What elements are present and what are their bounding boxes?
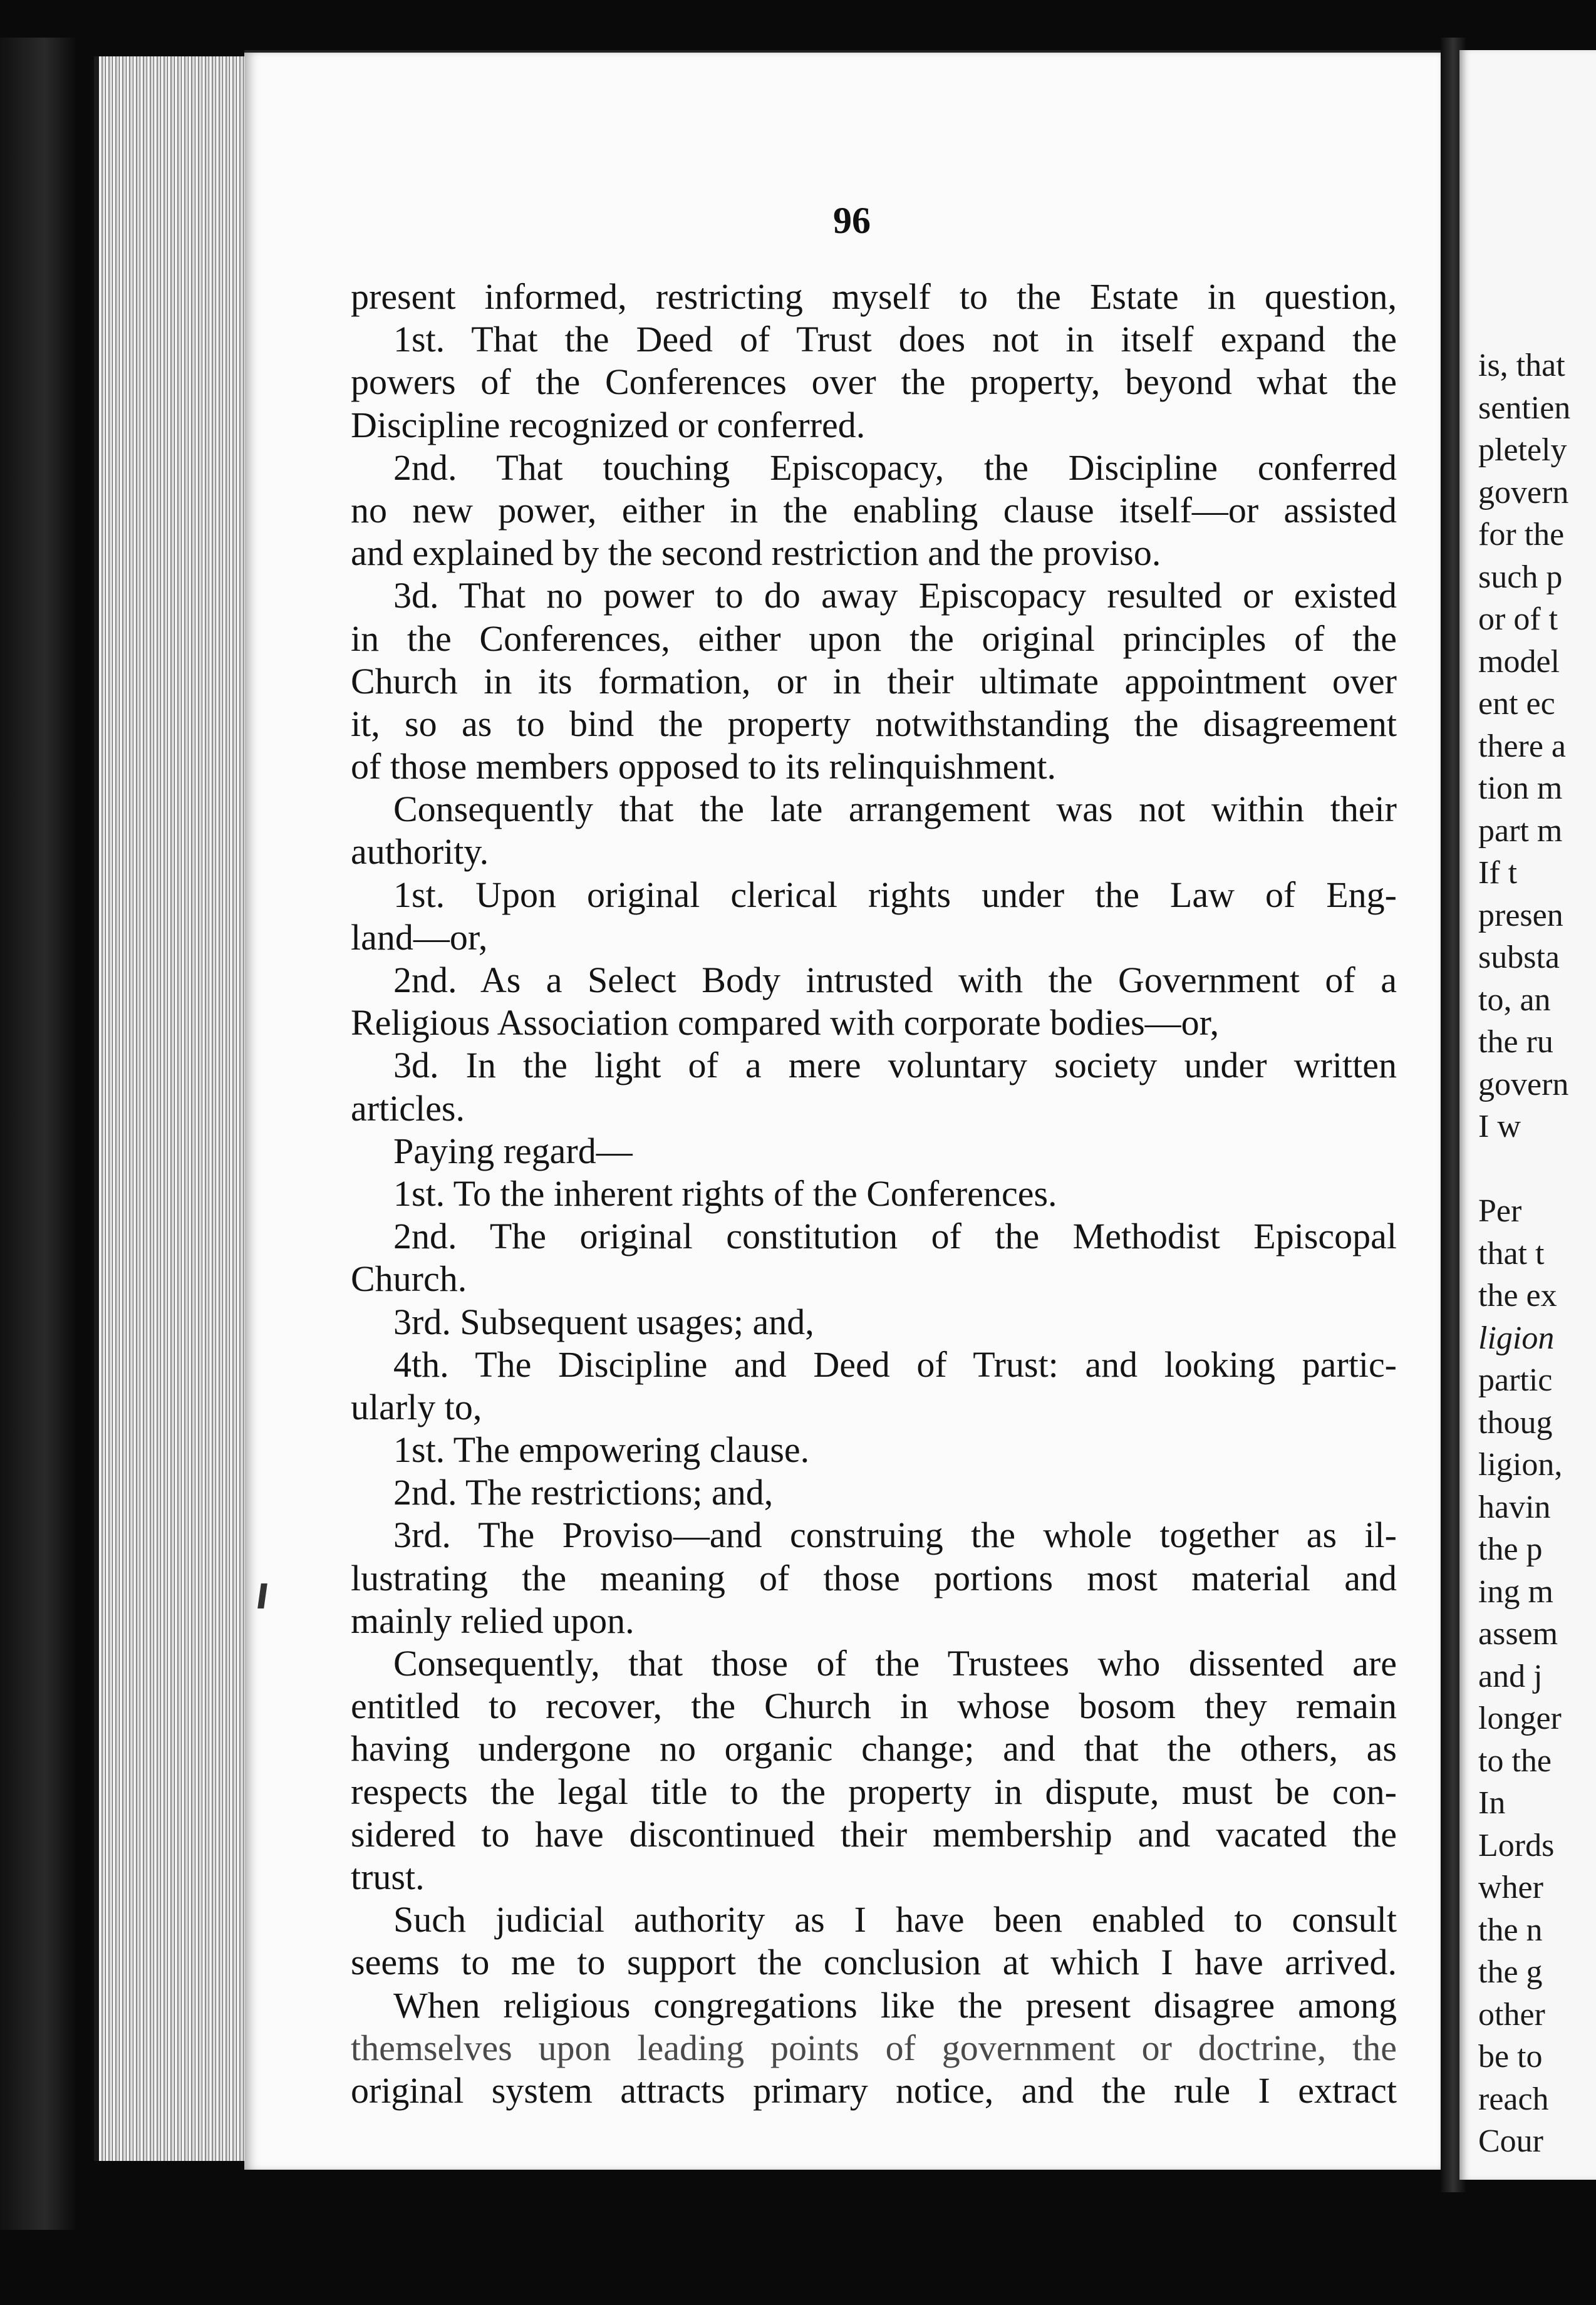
text-line: If t <box>1478 855 1518 891</box>
text-line: articles. <box>351 1087 465 1129</box>
text-line: 1st. Upon original clerical rights under the Law of Eng- <box>393 874 1397 915</box>
text-line: and explained by the second restriction and the proviso. <box>351 532 1161 574</box>
text-line: sidered to have discontinued their membership and vacated the <box>351 1813 1397 1855</box>
text-line: 3d. In the light of a mere voluntary society under written <box>393 1045 1397 1086</box>
text-line: authority. <box>351 831 489 873</box>
text-line: Lords <box>1478 1827 1555 1863</box>
text-line: powers of the Conferences over the property, beyond what the <box>351 361 1397 403</box>
text-line: other <box>1478 1996 1545 2033</box>
text-line: respects the legal title to the property in dispute, must be con- <box>351 1771 1397 1812</box>
text-line <box>1478 1148 1596 1191</box>
text-line: pletely <box>1478 432 1567 468</box>
text-line: 3rd. The Proviso—and construing the whole together as il- <box>393 1515 1397 1556</box>
text-line: part m <box>1478 812 1563 849</box>
text-line: govern <box>1478 1066 1569 1102</box>
text-line: to the <box>1478 1743 1552 1779</box>
text-line: longer <box>1478 1701 1562 1736</box>
text-line: 4th. The Discipline and Deed of Trust: and looking partic- <box>393 1344 1397 1385</box>
text-line: be to <box>1478 2039 1543 2074</box>
text-line: it, so as to bind the property notwithstanding the disagreement <box>351 703 1397 744</box>
text-line: Per <box>1478 1193 1522 1229</box>
text-line: reach <box>1478 2081 1549 2117</box>
text-line: original system attracts primary notice, and the rule I extract <box>351 2069 1397 2111</box>
text-line: Consequently, that those of the Trustees who dissented are <box>393 1643 1397 1684</box>
text-line: seems to me to support the conclusion at which I have arrived. <box>351 1942 1397 1983</box>
text-line: of those members opposed to its relinquishment. <box>351 746 1057 787</box>
text-line: 1st. That the Deed of Trust does not in itself expand the <box>393 319 1397 360</box>
text-line: 1st. To the inherent rights of the Conferences. <box>393 1173 1057 1214</box>
text-line: mainly relied upon. <box>351 1600 635 1641</box>
text-line: havin <box>1478 1489 1551 1525</box>
text-line: 3d. That no power to do away Episcopacy resulted or existed <box>393 575 1397 616</box>
text-line: the n <box>1478 1912 1543 1948</box>
text-line: In <box>1478 1785 1506 1821</box>
text-line: Consequently that the late arrangement was not within their <box>393 789 1397 830</box>
text-line: I w <box>1478 1109 1521 1144</box>
text-line: entitled to recover, the Church in whose bosom they remain <box>351 1686 1397 1727</box>
text-line: there a <box>1478 728 1567 764</box>
text-line: model <box>1478 643 1560 680</box>
text-line: Religious Association compared with corporate bodies—or, <box>351 1002 1220 1044</box>
text-line: Church. <box>351 1258 467 1300</box>
text-line: such p <box>1478 559 1563 595</box>
page-number: 96 <box>833 200 871 241</box>
left-page-body-text <box>351 276 1397 2112</box>
text-line: 2nd. That touching Episcopacy, the Discipline conferred <box>393 447 1397 488</box>
text-line: Discipline recognized or conferred. <box>351 404 866 445</box>
text-line: the g <box>1478 1954 1543 1990</box>
text-line: is, that <box>1478 348 1565 383</box>
text-line: 3rd. Subsequent usages; and, <box>393 1301 814 1342</box>
text-line: ligion, <box>1478 1447 1563 1483</box>
text-line: tion m <box>1478 770 1563 806</box>
text-line: Paying regard— <box>393 1130 633 1171</box>
text-line: having undergone no organic change; and that the others, as <box>351 1728 1397 1769</box>
text-line: lustrating the meaning of those portions most material and <box>351 1557 1397 1598</box>
text-line: 2nd. As a Select Body intrusted with the Government of a <box>393 960 1397 1000</box>
text-line: Church in its formation, or in their ultimate appointment over <box>351 660 1397 702</box>
right-page-body-text <box>1478 344 1596 2163</box>
text-line: thoug <box>1478 1404 1553 1441</box>
text-line: sentien <box>1478 390 1571 426</box>
text-line: land—or, <box>351 916 488 958</box>
text-line: 2nd. The restrictions; and, <box>393 1472 774 1513</box>
text-line: When religious congregations like the present disagree among <box>393 1984 1397 2026</box>
text-line: Cour <box>1478 2123 1543 2159</box>
text-line: govern <box>1478 474 1569 510</box>
text-line: in the Conferences, either upon the original principles of the <box>351 618 1397 659</box>
text-line: to, an <box>1478 982 1551 1018</box>
text-line: ing m <box>1478 1573 1553 1610</box>
text-line: no new power, either in the enabling clause itself—or assisted <box>351 489 1397 531</box>
text-line: and j <box>1478 1658 1543 1694</box>
text-line: or of t <box>1478 601 1558 637</box>
text-line: Such judicial authority as I have been enabled to consult <box>393 1899 1397 1940</box>
text-line: assem <box>1478 1616 1558 1652</box>
text-line: 2nd. The original constitution of the Methodist Episcopal <box>393 1216 1397 1257</box>
text-line: wher <box>1478 1870 1543 1905</box>
text-line: present informed, restricting myself to the Estate in question, <box>351 276 1397 317</box>
text-line: that t <box>1478 1235 1545 1272</box>
text-line: presen <box>1478 897 1563 933</box>
book-fore-edge <box>94 56 256 2161</box>
text-line: partic <box>1478 1362 1553 1398</box>
scanner-edge <box>0 38 75 2230</box>
text-line: themselves upon leading points of government or doctrine, the <box>351 2027 1397 2068</box>
text-line: ularly to, <box>351 1386 482 1427</box>
text-line: for the <box>1478 517 1565 552</box>
text-line: the ex <box>1478 1278 1557 1313</box>
text-line: substa <box>1478 940 1560 975</box>
text-line: 1st. The empowering clause. <box>393 1429 810 1471</box>
text-line: ligion <box>1478 1320 1555 1356</box>
text-line: ent ec <box>1478 686 1555 722</box>
text-line: the p <box>1478 1531 1543 1567</box>
right-page <box>1459 50 1596 2180</box>
text-line: trust. <box>351 1856 425 1897</box>
text-line: the ru <box>1478 1024 1553 1060</box>
